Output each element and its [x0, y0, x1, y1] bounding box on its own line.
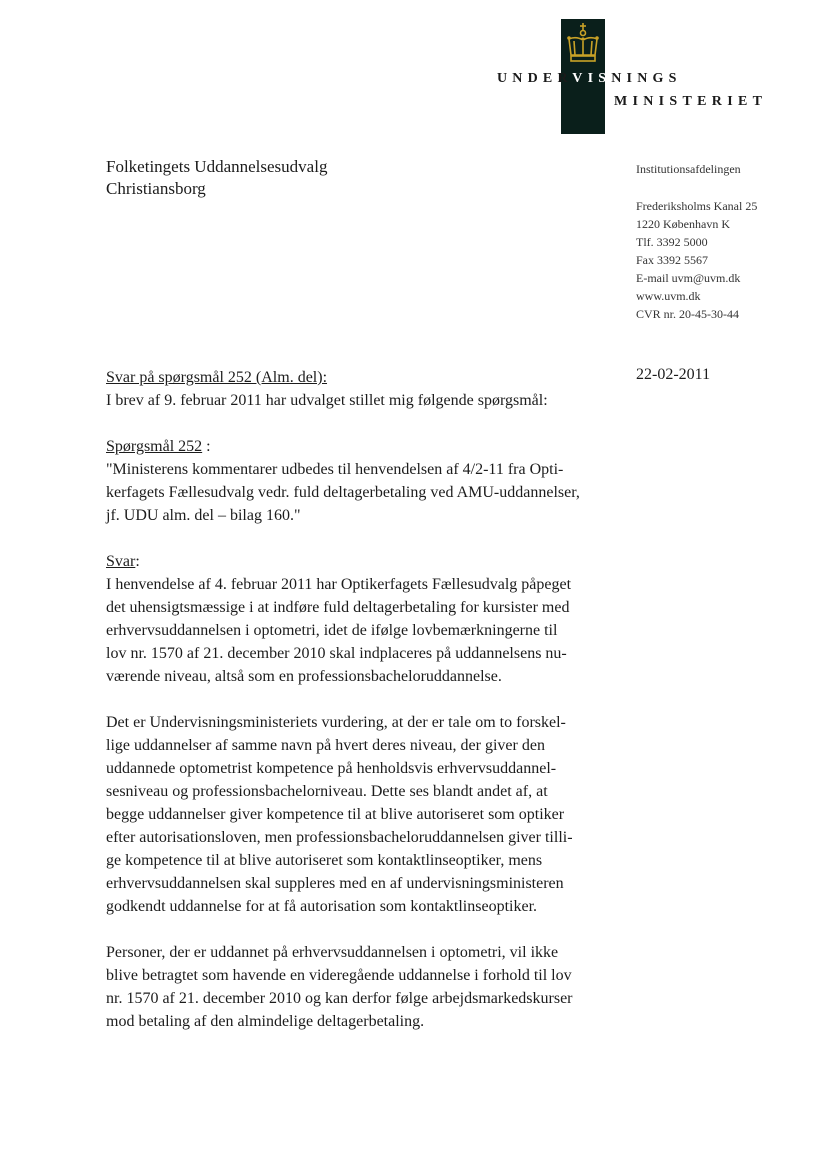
answer-section [106, 550, 582, 688]
answer-paragraph-3 [106, 941, 582, 1033]
sender-cvr: CVR nr. 20-45-30-44 [636, 307, 739, 321]
intro-section [106, 366, 582, 412]
answer-para2-line: ge kompetence til at blive autoriseret som kontaktlinseoptiker, mens [106, 852, 543, 869]
sender-info [636, 160, 757, 323]
sender-address-line: Frederiksholms Kanal 25 [636, 199, 758, 213]
sender-address-line: 1220 København K [636, 217, 730, 231]
letter-body [106, 366, 582, 1056]
answer-para1-line: I henvendelse af 4. februar 2011 har Optikerfagets Fællesudvalg påpeget [106, 576, 572, 593]
answer-para1-line: lov nr. 1570 af 21. december 2010 skal indplaceres på uddannelsens nu- [106, 645, 567, 662]
crown-icon [565, 21, 601, 71]
answer-para1-line: erhvervsuddannelsen i optometri, idet de ifølge lovbemærkningerne til [106, 622, 558, 639]
answer-para2-line: begge uddannelser giver kompetence til at blive autoriseret som optiker [106, 806, 565, 823]
answer-para2-line: sesniveau og professionsbachelorniveau. Dette ses blandt andet af, at [106, 783, 548, 800]
intro-text: I brev af 9. februar 2011 har udvalget stillet mig følgende spørgsmål: [106, 392, 548, 409]
question-line: kerfagets Fællesudvalg vedr. fuld deltagerbetaling ved AMU-uddannelser, [106, 484, 580, 501]
answer-para3-line: blive betragtet som havende en videregående uddannelse i forhold til lov [106, 967, 572, 984]
answer-para3-line: nr. 1570 af 21. december 2010 og kan derfor følge arbejdsmarkedskurser [106, 990, 573, 1007]
answer-para1-line: værende niveau, altså som en professionsbacheloruddannelse. [106, 668, 502, 685]
answer-para2-line: efter autorisationsloven, men professionsbacheloruddannelsen giver tilli- [106, 829, 573, 846]
answer-para2-line: godkendt uddannelse for at få autorisation som kontaktlinseoptiker. [106, 898, 538, 915]
recipient-line: Folketingets Uddannelsesudvalg [106, 157, 328, 176]
intro-heading: Svar på spørgsmål 252 (Alm. del): [106, 369, 328, 386]
question-heading-line: Spørgsmål 252 : [106, 438, 211, 455]
question-heading: Spørgsmål 252 [106, 438, 203, 455]
answer-para3-line: mod betaling af den almindelige deltagerbetaling. [106, 1013, 425, 1030]
sender-email: E-mail uvm@uvm.dk [636, 271, 741, 285]
sender-phone: Tlf. 3392 5000 [636, 235, 708, 249]
sender-website: www.uvm.dk [636, 289, 701, 303]
sender-department: Institutionsafdelingen [636, 162, 741, 176]
question-line: "Ministerens kommentarer udbedes til henvendelsen af 4/2-11 fra Opti- [106, 461, 564, 478]
sender-fax: Fax 3392 5567 [636, 253, 708, 267]
recipient-address [106, 156, 327, 200]
recipient-line: Christiansborg [106, 179, 206, 198]
question-line: jf. UDU alm. del – bilag 160." [106, 507, 301, 524]
answer-para2-line: lige uddannelser af samme navn på hvert deres niveau, der giver den [106, 737, 545, 754]
answer-para1-line: det uhensigtsmæssige i at indføre fuld deltagerbetaling for kursister med [106, 599, 570, 616]
answer-paragraph-2 [106, 711, 582, 918]
answer-para2-line: Det er Undervisningsministeriets vurdering, at der er tale om to forskel- [106, 714, 566, 731]
letter-date: 22-02-2011 [636, 366, 711, 383]
logo-text-line1: UNDERVISNINGS [497, 71, 682, 86]
answer-para2-line: uddannede optometrist kompetence på henholdsvis erhvervsuddannel- [106, 760, 557, 777]
answer-para2-line: erhvervsuddannelsen skal suppleres med en af undervisningsministeren [106, 875, 564, 892]
logo-text-line2: MINISTERIET [614, 94, 768, 109]
answer-heading-line: Svar: [106, 553, 140, 570]
question-section [106, 435, 582, 527]
answer-para3-line: Personer, der er uddannet på erhvervsuddannelsen i optometri, vil ikke [106, 944, 559, 961]
answer-heading: Svar [106, 553, 136, 570]
